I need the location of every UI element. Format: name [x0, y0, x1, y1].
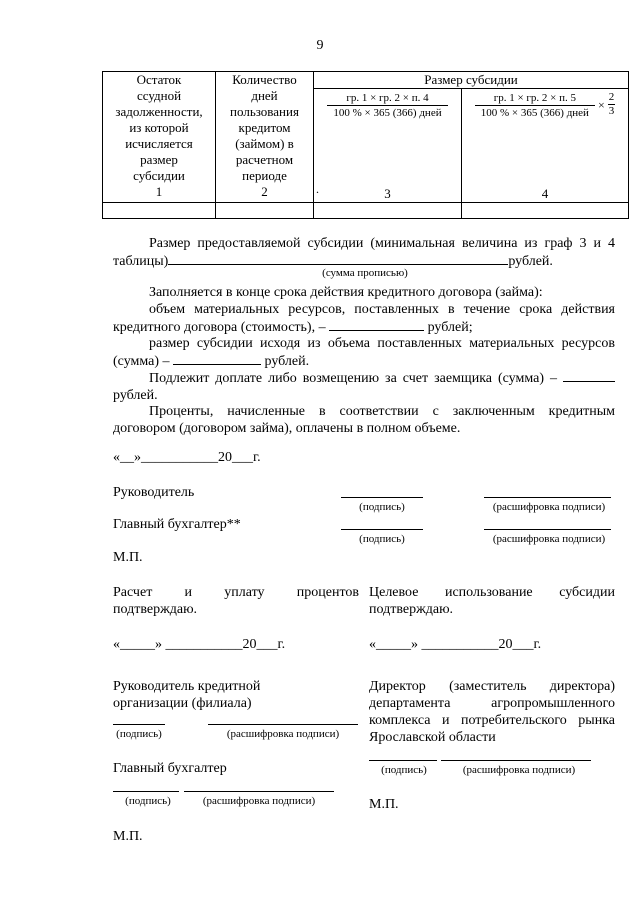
material-volume-line: [329, 318, 424, 331]
empty-cell: [103, 203, 216, 219]
subsidy-size-suffix: рублей.: [508, 254, 553, 269]
size-header: Размер субсидии: [424, 72, 518, 87]
material-volume-text: объем материальных ресурсов, поставленных в течение срока действия кредитного договора (стоимость), –: [113, 302, 615, 335]
col4-formula-denominator: 100 % × 365 (366) дней: [480, 107, 589, 119]
col3-formula-numerator: гр. 1 × гр. 2 × п. 4: [327, 91, 447, 106]
col4-number: 4: [541, 186, 549, 201]
director-signature-caption: (подпись): [381, 764, 427, 776]
credit-org-decoding-caption: (расшифровка подписи): [226, 728, 340, 740]
head-decoding-caption: (расшифровка подписи): [492, 501, 606, 513]
col4-formula: [475, 89, 615, 120]
subsidy-from-volume-suffix: рублей.: [264, 354, 310, 369]
director-decoding-line: [441, 760, 591, 761]
subsidy-from-volume-paragraph: [113, 335, 615, 370]
stamp-place: М.П.: [113, 550, 143, 565]
subsidy-from-volume-line: [173, 352, 261, 365]
credit-org-signature-caption: (подпись): [116, 728, 162, 740]
credit-org-signature-line: [113, 724, 165, 725]
chief-accountant-signature-caption: (подпись): [359, 533, 405, 545]
borrower-payment-text: Подлежит доплате либо возмещению за счет заемщика (сумма) –: [149, 371, 557, 386]
left-confirm-line1: Расчет и уплату процентов: [113, 585, 359, 600]
col3-number: 3: [384, 186, 391, 201]
col3-formula: [327, 91, 447, 120]
two-thirds-factor: [608, 91, 616, 118]
col3-formula-denominator: 100 % × 365 (366) дней: [333, 107, 442, 119]
empty-cell: [462, 203, 629, 219]
empty-cell: [216, 203, 314, 219]
col2-header-cell: [216, 72, 314, 203]
credit-org-head-title: Руководитель кредитной организации (филиала): [113, 679, 261, 711]
subsidy-from-volume-text: размер субсидии исходя из объема поставленных материальных ресурсов (сумма) –: [113, 336, 615, 369]
borrower-payment-line: [563, 369, 615, 382]
left-chief-accountant-label: Главный бухгалтер: [113, 761, 227, 776]
material-volume-paragraph: [113, 301, 615, 336]
col4-formula-fraction: [475, 91, 595, 120]
borrower-payment-suffix: рублей.: [113, 388, 158, 403]
left-date-line: «_____» ___________20___г.: [113, 637, 286, 652]
col1-header-cell: [103, 72, 216, 203]
col1-number: 1: [155, 184, 163, 199]
director-title: Директор (заместитель директора) департамента агропромышленного комплекса и потребительского рынка Ярославской области: [369, 679, 615, 745]
interest-paid-paragraph: Проценты, начисленные в соответствии с заключенным кредитным договором (договором займа), оплачены в полном объеме.: [113, 404, 615, 436]
head-signature-line: [341, 497, 423, 498]
empty-data-row: [103, 203, 629, 219]
right-date-line: «_____» ___________20___г.: [369, 637, 542, 652]
head-signature-caption: (подпись): [359, 501, 405, 513]
left-confirm-line2: подтверждаю.: [113, 602, 198, 617]
col3-formula-cell: [314, 89, 462, 203]
multiply-sign: ×: [597, 97, 605, 112]
right-stamp-place: М.П.: [369, 797, 399, 812]
material-volume-suffix: рублей;: [427, 320, 473, 335]
col1-header: Остаток ссудной задолженности, из которой исчисляется размер субсидии: [115, 72, 203, 183]
chief-accountant-decoding-caption: (расшифровка подписи): [492, 533, 606, 545]
borrower-payment-paragraph: [113, 369, 615, 404]
left-chief-accountant-decoding-caption: (расшифровка подписи): [202, 795, 316, 807]
sum-in-words-caption: (сумма прописью): [322, 267, 408, 279]
factor-numerator: 2: [608, 91, 615, 103]
col2-header: Количество дней пользования кредитом (займом) в расчетном периоде: [230, 72, 299, 183]
credit-org-decoding-line: [208, 724, 358, 725]
right-confirm-line1: Целевое использование субсидии: [369, 585, 615, 600]
size-header-cell: [314, 72, 629, 89]
filled-at-end-text: Заполняется в конце срока действия кредитного договора (займа):: [149, 285, 543, 300]
head-label: Руководитель: [113, 485, 195, 500]
chief-accountant-decoding-line: [484, 529, 611, 530]
chief-accountant-signature-line: [341, 529, 423, 530]
left-chief-accountant-signature-line: [113, 791, 179, 792]
col2-number: 2: [261, 184, 268, 199]
page-number: 9: [316, 38, 324, 53]
left-chief-accountant-decoding-line: [184, 791, 334, 792]
sum-line: [168, 252, 508, 265]
director-decoding-caption: (расшифровка подписи): [462, 764, 576, 776]
subsidy-size-paragraph: [113, 235, 615, 270]
empty-cell: [314, 203, 462, 219]
director-signature-line: [369, 760, 437, 761]
subsidy-table: [102, 71, 629, 219]
col3-dot: .: [316, 182, 319, 196]
date-line: «__»___________20___г.: [113, 450, 261, 465]
subsidy-size-text: Размер предоставляемой субсидии (минимальная величина из граф 3 и 4 таблицы): [113, 236, 615, 269]
col4-formula-cell: [462, 89, 629, 203]
head-decoding-line: [484, 497, 611, 498]
left-chief-accountant-signature-caption: (подпись): [125, 795, 171, 807]
factor-denominator: 3: [608, 105, 615, 117]
col4-formula-numerator: гр. 1 × гр. 2 × п. 5: [475, 91, 595, 106]
left-stamp-place: М.П.: [113, 829, 143, 844]
right-confirm-line2: подтверждаю.: [369, 602, 454, 617]
chief-accountant-label: Главный бухгалтер**: [113, 517, 241, 532]
